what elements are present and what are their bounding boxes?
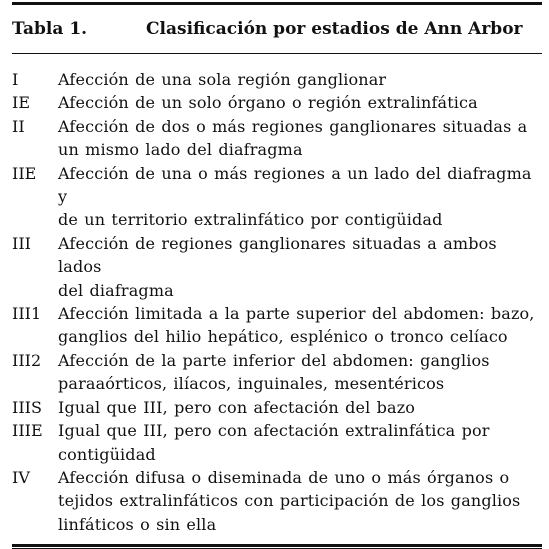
- stage-description: [58, 68, 542, 91]
- stage-description: [58, 162, 542, 232]
- description-line: Afección de la parte inferior del abdomen: ganglios: [58, 350, 490, 370]
- description-line: ganglios del hilio hepático, esplénico o tronco celíaco: [58, 327, 508, 347]
- description-line: Afección de un solo órgano o región extralinfática: [58, 93, 478, 113]
- stage-code: III: [12, 233, 31, 253]
- table-row: [12, 232, 542, 302]
- table-title: Clasificación por estadios de Ann Arbor: [146, 19, 523, 39]
- stage-code: III2: [12, 350, 42, 370]
- stage-code: IIIS: [12, 397, 42, 417]
- description-line: Afección de dos o más regiones ganglionares situadas a: [58, 116, 528, 136]
- stage-code: IV: [12, 467, 30, 487]
- stage-code: III1: [12, 304, 42, 324]
- bottom-rule: [12, 544, 542, 549]
- table-row: [12, 466, 542, 536]
- description-line: contigüidad: [58, 444, 156, 464]
- description-line: Afección de regiones ganglionares situadas a ambos lados: [58, 233, 497, 277]
- stage-description: [58, 419, 542, 466]
- table-body: [12, 54, 542, 544]
- table-caption: [12, 5, 542, 53]
- table-row: [12, 68, 542, 91]
- description-line: Igual que III, pero con afectación del bazo: [58, 397, 416, 417]
- table-row: [12, 396, 542, 419]
- stage-description: [58, 466, 542, 536]
- table-row: [12, 302, 542, 349]
- stage-code: IIIE: [12, 421, 43, 441]
- table-row: [12, 162, 542, 232]
- table-row: [12, 91, 542, 114]
- description-line: un mismo lado del diafragma: [58, 140, 303, 160]
- description-line: linfáticos o sin ella: [58, 514, 217, 534]
- description-line: del diafragma: [58, 280, 174, 300]
- table-row: [12, 349, 542, 396]
- description-line: Afección limitada a la parte superior del abdomen: bazo,: [58, 304, 535, 324]
- table-label: Tabla 1.: [12, 19, 88, 39]
- stage-description: [58, 396, 542, 419]
- table-row: [12, 115, 542, 162]
- stage-code: IIE: [12, 163, 37, 183]
- table-row: [12, 419, 542, 466]
- stage-code: I: [12, 70, 19, 89]
- description-line: de un territorio extralinfático por contigüidad: [58, 210, 443, 230]
- staging-table: [12, 2, 542, 549]
- stage-description: [58, 232, 542, 302]
- stage-description: [58, 349, 542, 396]
- description-line: paraaórticos, ilíacos, inguinales, mesentéricos: [58, 374, 445, 394]
- description-line: Afección de una o más regiones a un lado del diafragma y: [58, 163, 532, 207]
- stage-code: IE: [12, 93, 30, 113]
- stage-description: [58, 302, 542, 349]
- description-line: Afección difusa o diseminada de uno o más órganos o: [58, 467, 510, 487]
- description-line: tejidos extralinfáticos con participación de los ganglios: [58, 491, 521, 511]
- description-line: Igual que III, pero con afectación extralinfática por: [58, 421, 490, 441]
- description-line: Afección de una sola región ganglionar: [58, 70, 387, 89]
- stage-description: [58, 115, 542, 162]
- stage-code: II: [12, 116, 25, 136]
- stage-description: [58, 91, 542, 114]
